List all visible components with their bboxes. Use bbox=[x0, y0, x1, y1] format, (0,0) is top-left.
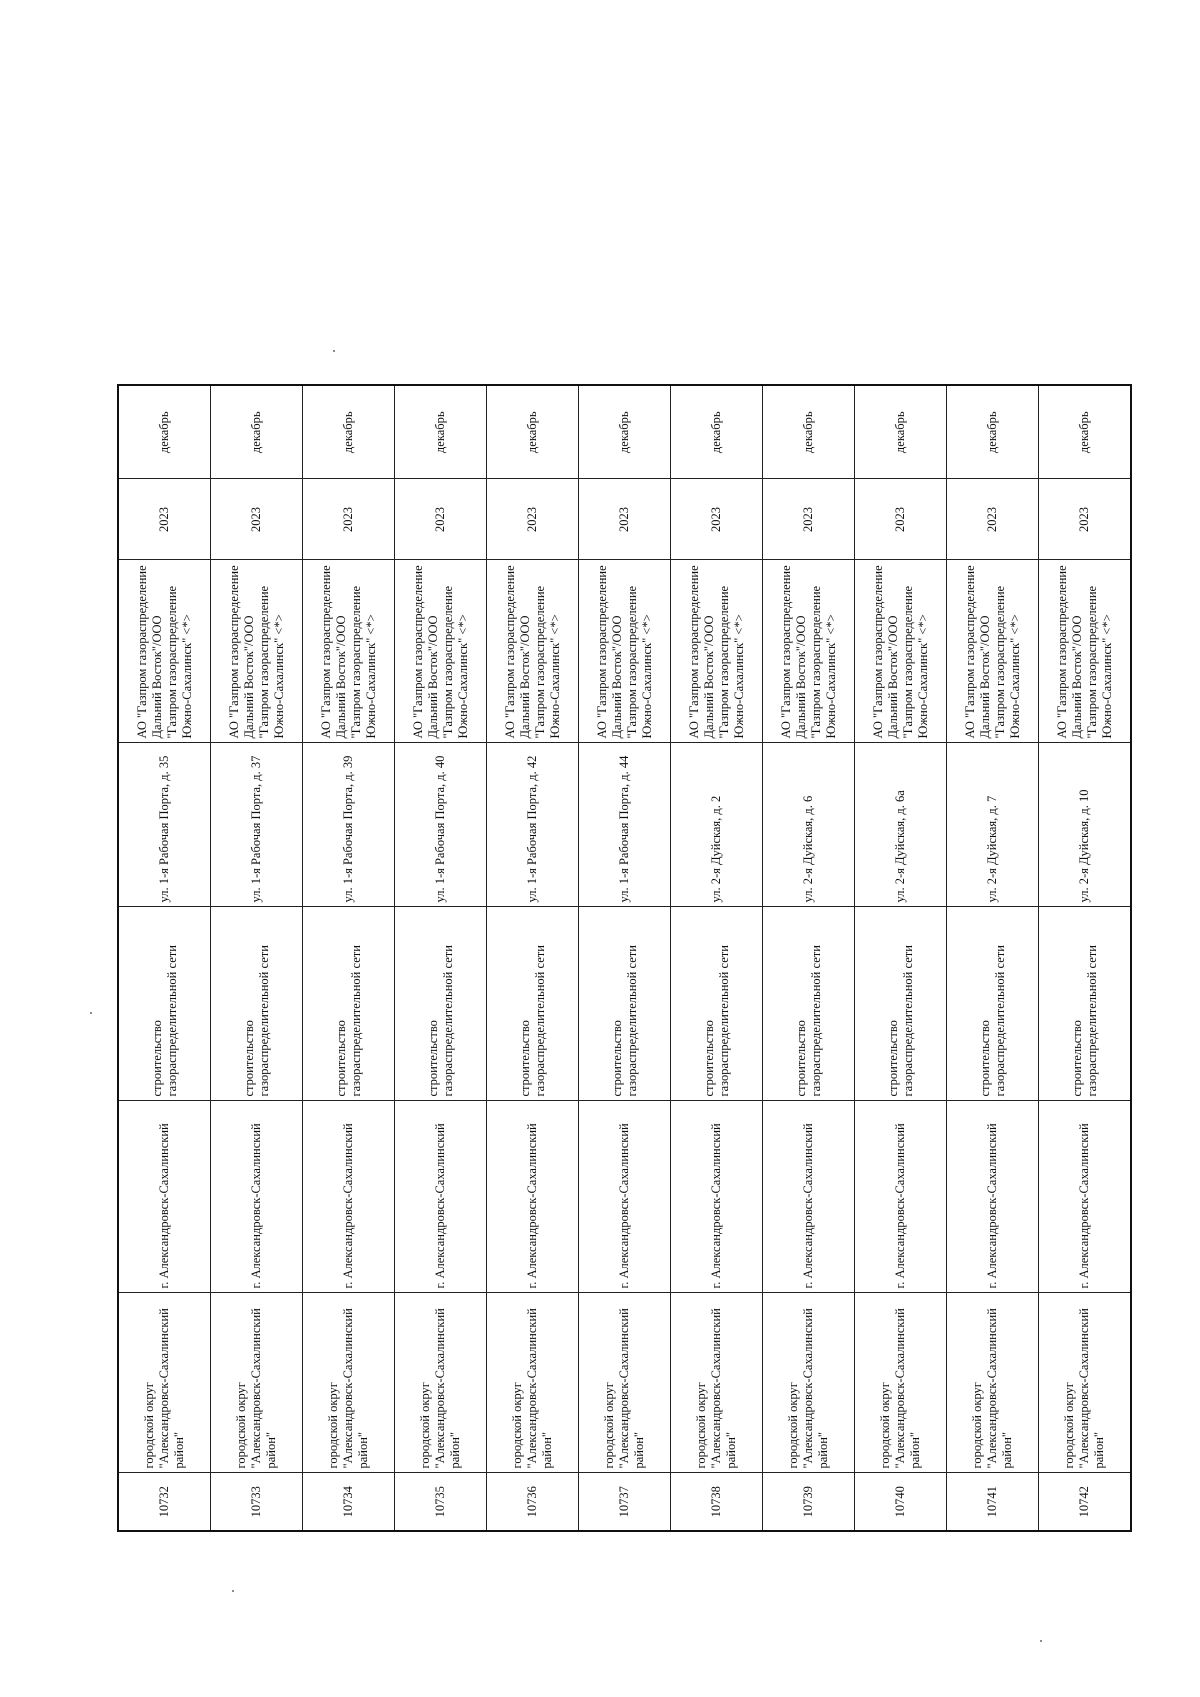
month-cell: декабрь bbox=[1039, 385, 1132, 479]
year-cell: 2023 bbox=[303, 479, 395, 560]
record-number-cell: 10742 bbox=[1039, 1473, 1132, 1531]
settlement-cell: г. Александровск-Сахалинский bbox=[579, 1101, 671, 1293]
address-cell: ул. 2-я Дуйская, д. 7 bbox=[947, 743, 1039, 907]
month-cell: декабрь bbox=[855, 385, 947, 479]
address-cell: ул. 1-я Рабочая Порта, д. 37 bbox=[211, 743, 303, 907]
work-type-cell: строительство газораспределительной сети bbox=[579, 907, 671, 1101]
municipality-cell: городской округ "Александровск-Сахалинский район" bbox=[579, 1293, 671, 1473]
municipality-cell: городской округ "Александровск-Сахалинский район" bbox=[487, 1293, 579, 1473]
address-cell: ул. 1-я Рабочая Порта, д. 35 bbox=[118, 743, 211, 907]
table-row bbox=[303, 385, 395, 1531]
address-cell: ул. 1-я Рабочая Порта, д. 44 bbox=[579, 743, 671, 907]
organization-cell: АО "Газпром газораспределение Дальний Восток"/ООО "Газпром газораспределение Южно-Сахалинск" <*> bbox=[487, 560, 579, 743]
year-cell: 2023 bbox=[211, 479, 303, 560]
year-cell: 2023 bbox=[487, 479, 579, 560]
month-cell: декабрь bbox=[487, 385, 579, 479]
month-cell: декабрь bbox=[395, 385, 487, 479]
table-row bbox=[211, 385, 303, 1531]
municipality-cell: городской округ "Александровск-Сахалинский район" bbox=[211, 1293, 303, 1473]
organization-cell: АО "Газпром газораспределение Дальний Восток"/ООО "Газпром газораспределение Южно-Сахалинск" <*> bbox=[395, 560, 487, 743]
address-cell: ул. 2-я Дуйская, д. 2 bbox=[671, 743, 763, 907]
record-number-cell: 10735 bbox=[395, 1473, 487, 1531]
record-number-cell: 10738 bbox=[671, 1473, 763, 1531]
settlement-cell: г. Александровск-Сахалинский bbox=[487, 1101, 579, 1293]
municipality-cell: городской округ "Александровск-Сахалинский район" bbox=[395, 1293, 487, 1473]
organization-cell: АО "Газпром газораспределение Дальний Восток"/ООО "Газпром газораспределение Южно-Сахалинск" <*> bbox=[303, 560, 395, 743]
record-number-cell: 10740 bbox=[855, 1473, 947, 1531]
municipality-cell: городской округ "Александровск-Сахалинский район" bbox=[763, 1293, 855, 1473]
table-row bbox=[579, 385, 671, 1531]
work-type-cell: строительство газораспределительной сети bbox=[303, 907, 395, 1101]
record-number-cell: 10733 bbox=[211, 1473, 303, 1531]
organization-cell: АО "Газпром газораспределение Дальний Восток"/ООО "Газпром газораспределение Южно-Сахалинск" <*> bbox=[579, 560, 671, 743]
settlement-cell: г. Александровск-Сахалинский bbox=[947, 1101, 1039, 1293]
month-cell: декабрь bbox=[763, 385, 855, 479]
year-cell: 2023 bbox=[579, 479, 671, 560]
settlement-cell: г. Александровск-Сахалинский bbox=[118, 1101, 211, 1293]
address-cell: ул. 1-я Рабочая Порта, д. 39 bbox=[303, 743, 395, 907]
year-cell: 2023 bbox=[1039, 479, 1132, 560]
settlement-cell: г. Александровск-Сахалинский bbox=[671, 1101, 763, 1293]
work-type-cell: строительство газораспределительной сети bbox=[855, 907, 947, 1101]
address-cell: ул. 2-я Дуйская, д. 6 bbox=[763, 743, 855, 907]
municipality-cell: городской округ "Александровск-Сахалинский район" bbox=[303, 1293, 395, 1473]
table-row bbox=[855, 385, 947, 1531]
municipality-cell: городской округ "Александровск-Сахалинский район" bbox=[118, 1293, 211, 1473]
month-cell: декабрь bbox=[211, 385, 303, 479]
municipality-cell: городской округ "Александровск-Сахалинский район" bbox=[855, 1293, 947, 1473]
address-cell: ул. 1-я Рабочая Порта, д. 40 bbox=[395, 743, 487, 907]
address-cell: ул. 1-я Рабочая Порта, д. 42 bbox=[487, 743, 579, 907]
rotated-table-wrapper bbox=[117, 386, 1114, 1532]
month-cell: декабрь bbox=[303, 385, 395, 479]
settlement-cell: г. Александровск-Сахалинский bbox=[395, 1101, 487, 1293]
scan-speck bbox=[1040, 1640, 1042, 1642]
table-row bbox=[1039, 385, 1132, 1531]
settlement-cell: г. Александровск-Сахалинский bbox=[303, 1101, 395, 1293]
table-body bbox=[118, 385, 1131, 1531]
table-row bbox=[118, 385, 211, 1531]
year-cell: 2023 bbox=[763, 479, 855, 560]
organization-cell: АО "Газпром газораспределение Дальний Восток"/ООО "Газпром газораспределение Южно-Сахалинск" <*> bbox=[118, 560, 211, 743]
gasification-schedule-table bbox=[117, 384, 1132, 1532]
scan-speck bbox=[333, 350, 335, 352]
year-cell: 2023 bbox=[671, 479, 763, 560]
month-cell: декабрь bbox=[118, 385, 211, 479]
record-number-cell: 10737 bbox=[579, 1473, 671, 1531]
organization-cell: АО "Газпром газораспределение Дальний Восток"/ООО "Газпром газораспределение Южно-Сахалинск" <*> bbox=[947, 560, 1039, 743]
record-number-cell: 10739 bbox=[763, 1473, 855, 1531]
municipality-cell: городской округ "Александровск-Сахалинский район" bbox=[1039, 1293, 1132, 1473]
work-type-cell: строительство газораспределительной сети bbox=[1039, 907, 1132, 1101]
municipality-cell: городской округ "Александровск-Сахалинский район" bbox=[671, 1293, 763, 1473]
record-number-cell: 10736 bbox=[487, 1473, 579, 1531]
table-row bbox=[395, 385, 487, 1531]
year-cell: 2023 bbox=[947, 479, 1039, 560]
municipality-cell: городской округ "Александровск-Сахалинский район" bbox=[947, 1293, 1039, 1473]
work-type-cell: строительство газораспределительной сети bbox=[763, 907, 855, 1101]
table-row bbox=[947, 385, 1039, 1531]
record-number-cell: 10732 bbox=[118, 1473, 211, 1531]
month-cell: декабрь bbox=[947, 385, 1039, 479]
settlement-cell: г. Александровск-Сахалинский bbox=[211, 1101, 303, 1293]
table-row bbox=[763, 385, 855, 1531]
year-cell: 2023 bbox=[118, 479, 211, 560]
work-type-cell: строительство газораспределительной сети bbox=[487, 907, 579, 1101]
settlement-cell: г. Александровск-Сахалинский bbox=[855, 1101, 947, 1293]
record-number-cell: 10734 bbox=[303, 1473, 395, 1531]
month-cell: декабрь bbox=[579, 385, 671, 479]
work-type-cell: строительство газораспределительной сети bbox=[395, 907, 487, 1101]
organization-cell: АО "Газпром газораспределение Дальний Восток"/ООО "Газпром газораспределение Южно-Сахалинск" <*> bbox=[671, 560, 763, 743]
organization-cell: АО "Газпром газораспределение Дальний Восток"/ООО "Газпром газораспределение Южно-Сахалинск" <*> bbox=[855, 560, 947, 743]
address-cell: ул. 2-я Дуйская, д. 10 bbox=[1039, 743, 1132, 907]
year-cell: 2023 bbox=[855, 479, 947, 560]
table-row bbox=[487, 385, 579, 1531]
record-number-cell: 10741 bbox=[947, 1473, 1039, 1531]
work-type-cell: строительство газораспределительной сети bbox=[947, 907, 1039, 1101]
scan-speck bbox=[90, 1012, 92, 1014]
scan-speck bbox=[232, 1590, 234, 1592]
work-type-cell: строительство газораспределительной сети bbox=[211, 907, 303, 1101]
month-cell: декабрь bbox=[671, 385, 763, 479]
settlement-cell: г. Александровск-Сахалинский bbox=[1039, 1101, 1132, 1293]
year-cell: 2023 bbox=[395, 479, 487, 560]
organization-cell: АО "Газпром газораспределение Дальний Восток"/ООО "Газпром газораспределение Южно-Сахалинск" <*> bbox=[1039, 560, 1132, 743]
organization-cell: АО "Газпром газораспределение Дальний Восток"/ООО "Газпром газораспределение Южно-Сахалинск" <*> bbox=[763, 560, 855, 743]
address-cell: ул. 2-я Дуйская, д. 6а bbox=[855, 743, 947, 907]
table-row bbox=[671, 385, 763, 1531]
organization-cell: АО "Газпром газораспределение Дальний Восток"/ООО "Газпром газораспределение Южно-Сахалинск" <*> bbox=[211, 560, 303, 743]
work-type-cell: строительство газораспределительной сети bbox=[671, 907, 763, 1101]
work-type-cell: строительство газораспределительной сети bbox=[118, 907, 211, 1101]
settlement-cell: г. Александровск-Сахалинский bbox=[763, 1101, 855, 1293]
